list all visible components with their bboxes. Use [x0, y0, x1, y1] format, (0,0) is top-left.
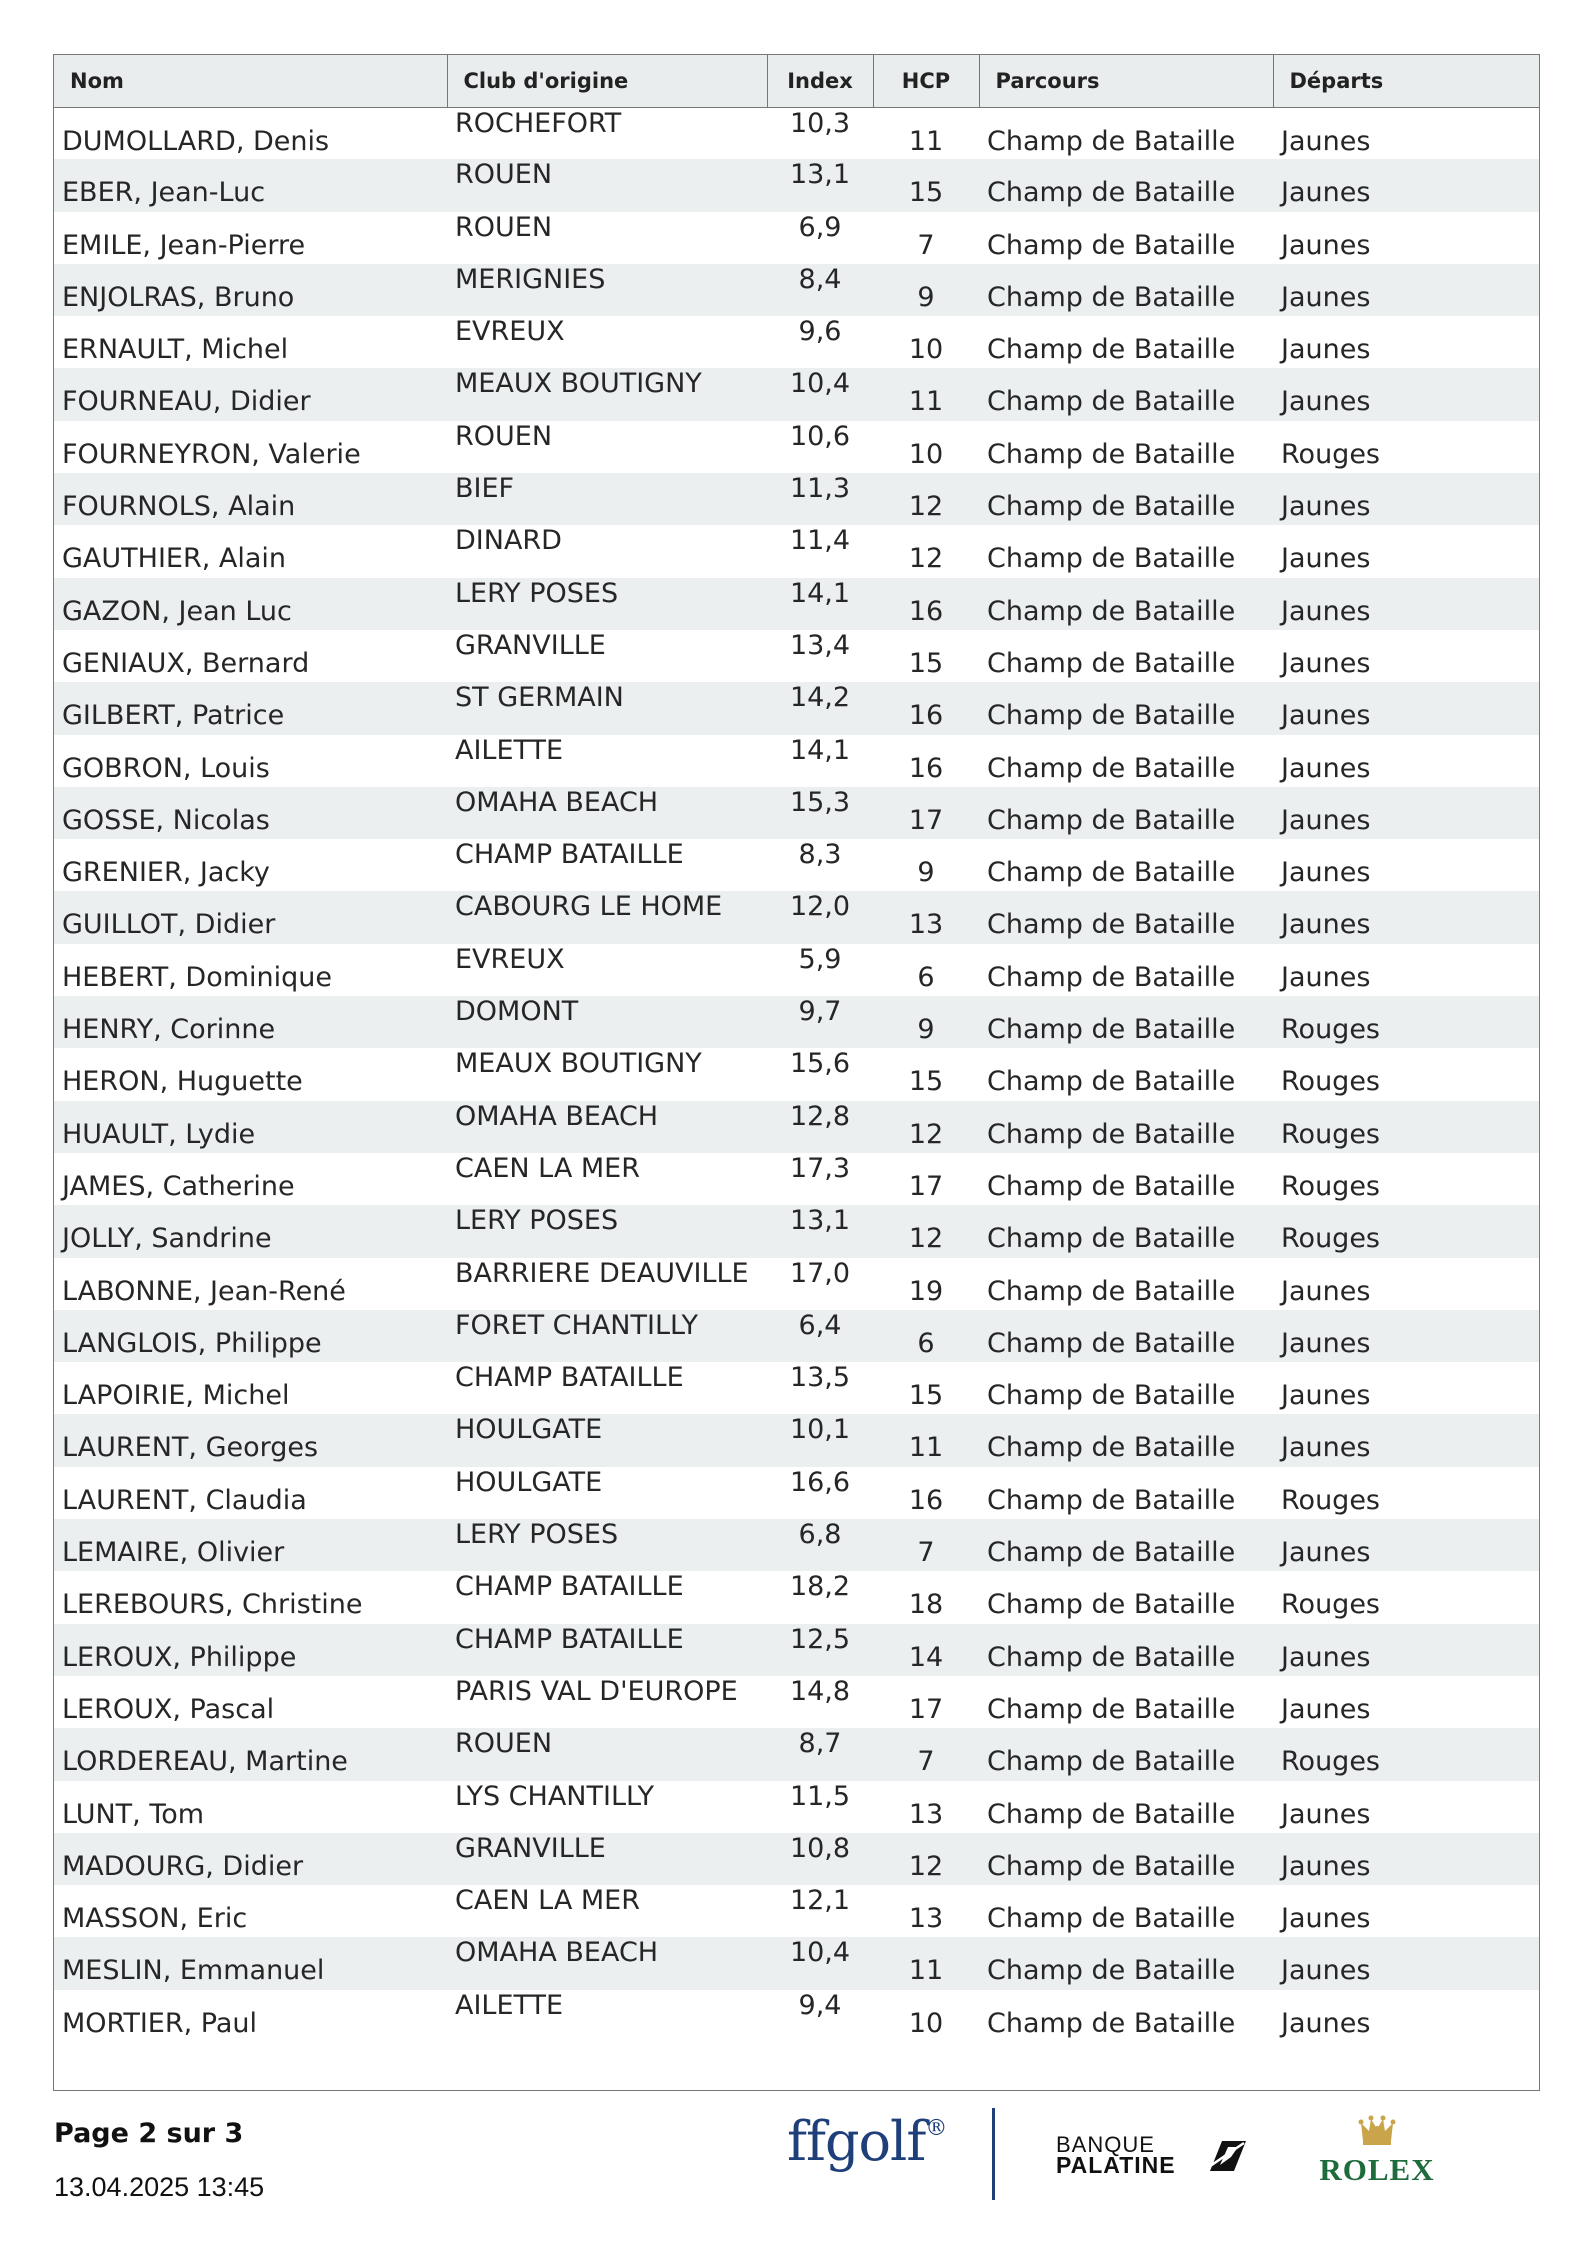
club-origin: OMAHA BEACH: [447, 1937, 767, 1989]
index-value: 10,3: [789, 107, 851, 139]
club-origin: ROCHEFORT: [455, 107, 622, 139]
departs-value: Rouges: [1273, 1205, 1539, 1257]
parcours-value: Champ de Bataille: [979, 682, 1273, 734]
club-origin: ROUEN: [455, 420, 553, 452]
player-name: GENIAUX, Bernard: [62, 647, 310, 679]
player-name: HEBERT, Dominique: [62, 961, 332, 993]
departs-value: Jaunes: [1273, 578, 1539, 630]
hcp-value: 14: [873, 1624, 979, 1676]
index-value: 16,6: [789, 1466, 851, 1498]
club-origin: CHAMP BATAILLE: [455, 1571, 684, 1603]
hcp-value: 15: [908, 647, 944, 679]
player-name: LEROUX, Pascal: [62, 1693, 275, 1725]
index-value: 6,4: [767, 1310, 873, 1362]
player-name: LEMAIRE, Olivier: [54, 1519, 447, 1571]
player-name: JOLLY, Sandrine: [54, 1205, 447, 1257]
table-row: [54, 1624, 1539, 1676]
player-name: LABONNE, Jean-René: [62, 1275, 346, 1307]
parcours-value: Champ de Bataille: [987, 438, 1236, 470]
player-name: EBER, Jean-Luc: [54, 159, 447, 211]
table-row: [54, 1937, 1539, 1989]
index-value: 12,0: [767, 891, 873, 943]
table-body: [54, 107, 1539, 2042]
club-origin: CAEN LA MER: [455, 1885, 640, 1917]
table-row: [54, 1990, 1539, 2042]
banque-palatine-logo: [1056, 2132, 1176, 2178]
player-name: MASSON, Eric: [62, 1903, 248, 1935]
departs-value: Jaunes: [1273, 1937, 1539, 1989]
departs-value: Jaunes: [1273, 1414, 1539, 1466]
player-name: HUAULT, Lydie: [54, 1101, 447, 1153]
table-row: [54, 1571, 1539, 1623]
hcp-value: 12: [873, 1833, 979, 1885]
parcours-value: Champ de Bataille: [987, 229, 1236, 261]
index-value: 10,8: [767, 1833, 873, 1885]
parcours-value: Champ de Bataille: [979, 264, 1273, 316]
departs-value: Rouges: [1273, 1728, 1539, 1780]
club-origin: CHAMP BATAILLE: [455, 1362, 684, 1394]
departs-value: Jaunes: [1281, 1380, 1371, 1412]
index-value: 13,1: [767, 1205, 873, 1257]
club-origin: CHAMP BATAILLE: [447, 1624, 767, 1676]
departs-value: Jaunes: [1273, 891, 1539, 943]
table-row: [54, 264, 1539, 316]
hcp-value: 9: [873, 264, 979, 316]
index-value: 14,1: [789, 734, 851, 766]
player-name: GOBRON, Louis: [62, 752, 270, 784]
club-origin: PARIS VAL D'EUROPE: [455, 1675, 738, 1707]
table-row: [54, 1519, 1539, 1571]
table-row: [54, 891, 1539, 943]
departs-value: Jaunes: [1281, 543, 1371, 575]
parcours-value: Champ de Bataille: [979, 1519, 1273, 1571]
parcours-value: Champ de Bataille: [979, 1414, 1273, 1466]
player-name: HENRY, Corinne: [54, 996, 447, 1048]
player-name: GRENIER, Jacky: [62, 857, 270, 889]
hcp-value: 13: [908, 1798, 944, 1830]
parcours-value: Champ de Bataille: [987, 1275, 1236, 1307]
hcp-value: 15: [908, 1380, 944, 1412]
parcours-value: Champ de Bataille: [979, 1833, 1273, 1885]
club-origin: CABOURG LE HOME: [447, 891, 767, 943]
departs-value: Jaunes: [1273, 1624, 1539, 1676]
parcours-value: Champ de Bataille: [979, 1205, 1273, 1257]
club-origin: GRANVILLE: [455, 629, 606, 661]
player-name: FOURNEYRON, Valerie: [62, 438, 361, 470]
player-name: LANGLOIS, Philippe: [54, 1310, 447, 1362]
palatine-emblem-icon: [1204, 2135, 1248, 2175]
parcours-value: Champ de Bataille: [987, 1484, 1236, 1516]
player-name: LAURENT, Claudia: [62, 1484, 307, 1516]
rolex-wordmark: ROLEX: [1319, 2152, 1435, 2187]
club-origin: ROUEN: [447, 159, 767, 211]
index-value: 18,2: [789, 1571, 851, 1603]
parcours-value: Champ de Bataille: [987, 1693, 1236, 1725]
hcp-value: 16: [908, 1484, 944, 1516]
player-name: FOURNOLS, Alain: [54, 473, 447, 525]
index-value: 5,9: [798, 943, 842, 975]
index-value: 15,3: [767, 787, 873, 839]
table-row: [54, 1728, 1539, 1780]
departs-value: Jaunes: [1281, 1693, 1371, 1725]
departs-value: Jaunes: [1273, 1519, 1539, 1571]
hcp-value: 11: [873, 368, 979, 420]
index-value: 10,4: [767, 368, 873, 420]
table-row: [54, 1310, 1539, 1362]
header-nom: Nom: [54, 55, 447, 107]
hcp-value: 13: [873, 891, 979, 943]
club-origin: GRANVILLE: [447, 1833, 767, 1885]
registered-mark: ®: [925, 2116, 947, 2141]
departs-value: Jaunes: [1281, 125, 1371, 157]
index-value: 11,3: [767, 473, 873, 525]
table-row: [54, 944, 1539, 996]
player-name: GUILLOT, Didier: [54, 891, 447, 943]
parcours-value: Champ de Bataille: [987, 543, 1236, 575]
header-index: Index: [767, 55, 873, 107]
club-origin: OMAHA BEACH: [447, 787, 767, 839]
parcours-value: Champ de Bataille: [987, 1798, 1236, 1830]
index-value: 11,4: [789, 525, 851, 557]
player-name: LEREBOURS, Christine: [62, 1589, 363, 1621]
club-origin: ROUEN: [447, 1728, 767, 1780]
hcp-value: 11: [873, 1414, 979, 1466]
table-row: [54, 107, 1539, 159]
player-name: EMILE, Jean-Pierre: [62, 229, 306, 261]
players-table: [54, 55, 1539, 2042]
departs-value: Jaunes: [1273, 473, 1539, 525]
club-origin: AILETTE: [455, 1989, 564, 2021]
table-row: [54, 735, 1539, 787]
player-name: GOSSE, Nicolas: [54, 787, 447, 839]
hcp-value: 12: [908, 543, 944, 575]
player-name: MADOURG, Didier: [54, 1833, 447, 1885]
player-name: ENJOLRAS, Bruno: [54, 264, 447, 316]
departs-value: Jaunes: [1273, 787, 1539, 839]
table-row: [54, 525, 1539, 577]
index-value: 17,3: [789, 1152, 851, 1184]
departs-value: Jaunes: [1273, 682, 1539, 734]
results-table-frame: [53, 54, 1540, 2091]
parcours-value: Champ de Bataille: [987, 334, 1236, 366]
header-parcours: Parcours: [979, 55, 1273, 107]
departs-value: Jaunes: [1281, 2007, 1371, 2039]
player-name: LAURENT, Georges: [54, 1414, 447, 1466]
parcours-value: Champ de Bataille: [979, 891, 1273, 943]
index-value: 9,6: [798, 316, 842, 348]
hcp-value: 6: [917, 961, 935, 993]
player-name: GILBERT, Patrice: [54, 682, 447, 734]
print-datetime: 13.04.2025 13:45: [54, 2172, 265, 2202]
page-number: Page 2 sur 3: [54, 2118, 244, 2149]
index-value: 10,6: [789, 420, 851, 452]
hcp-value: 9: [917, 857, 935, 889]
table-row: [54, 1205, 1539, 1257]
index-value: 14,2: [767, 682, 873, 734]
hcp-value: 16: [873, 578, 979, 630]
club-origin: LERY POSES: [447, 1205, 767, 1257]
departs-value: Rouges: [1281, 1170, 1380, 1202]
hcp-value: 10: [908, 438, 944, 470]
index-value: 10,4: [767, 1937, 873, 1989]
departs-value: Jaunes: [1273, 264, 1539, 316]
club-origin: LERY POSES: [447, 1519, 767, 1571]
rolex-crown-icon: [1357, 2115, 1397, 2147]
index-value: 8,7: [767, 1728, 873, 1780]
table-row: [54, 996, 1539, 1048]
departs-value: Jaunes: [1281, 752, 1371, 784]
player-name: ERNAULT, Michel: [62, 334, 289, 366]
departs-value: Jaunes: [1281, 1275, 1371, 1307]
header-club: Club d'origine: [447, 55, 767, 107]
table-row: [54, 682, 1539, 734]
player-name: GAZON, Jean Luc: [54, 578, 447, 630]
club-origin: LYS CHANTILLY: [455, 1780, 654, 1812]
index-value: 8,4: [767, 264, 873, 316]
club-origin: MEAUX BOUTIGNY: [455, 1048, 702, 1080]
hcp-value: 10: [908, 2007, 944, 2039]
departs-value: Jaunes: [1281, 1903, 1371, 1935]
index-value: 10,1: [767, 1414, 873, 1466]
index-value: 13,4: [789, 629, 851, 661]
parcours-value: Champ de Bataille: [979, 578, 1273, 630]
player-name: JAMES, Catherine: [62, 1170, 295, 1202]
parcours-value: Champ de Bataille: [987, 857, 1236, 889]
parcours-value: Champ de Bataille: [987, 1380, 1236, 1412]
departs-value: Jaunes: [1281, 1798, 1371, 1830]
hcp-value: 12: [873, 473, 979, 525]
index-value: 12,8: [767, 1101, 873, 1153]
hcp-value: 7: [873, 1519, 979, 1571]
parcours-value: Champ de Bataille: [979, 1101, 1273, 1153]
index-value: 11,5: [789, 1780, 851, 1812]
index-value: 6,9: [798, 211, 842, 243]
index-value: 15,6: [789, 1048, 851, 1080]
parcours-value: Champ de Bataille: [987, 2007, 1236, 2039]
departs-value: Rouges: [1281, 1066, 1380, 1098]
table-row: [54, 212, 1539, 264]
departs-value: Jaunes: [1281, 961, 1371, 993]
hcp-value: 18: [908, 1589, 944, 1621]
table-row: [54, 1833, 1539, 1885]
parcours-value: Champ de Bataille: [987, 125, 1236, 157]
departs-value: Rouges: [1273, 996, 1539, 1048]
parcours-value: Champ de Bataille: [987, 647, 1236, 679]
header-hcp: HCP: [873, 55, 979, 107]
club-origin: EVREUX: [455, 316, 565, 348]
departs-value: Rouges: [1273, 1101, 1539, 1153]
table-row: [54, 473, 1539, 525]
hcp-value: 15: [873, 159, 979, 211]
parcours-value: Champ de Bataille: [979, 368, 1273, 420]
player-name: FOURNEAU, Didier: [54, 368, 447, 420]
player-name: DUMOLLARD, Denis: [62, 125, 330, 157]
club-origin: MERIGNIES: [447, 264, 767, 316]
index-value: 12,5: [767, 1624, 873, 1676]
parcours-value: Champ de Bataille: [979, 473, 1273, 525]
index-value: 14,1: [767, 578, 873, 630]
club-origin: BARRIERE DEAUVILLE: [455, 1257, 749, 1289]
player-name: GAUTHIER, Alain: [62, 543, 287, 575]
table-row: [54, 630, 1539, 682]
table-row: [54, 1467, 1539, 1519]
table-row: [54, 1885, 1539, 1937]
table-row: [54, 159, 1539, 211]
index-value: 12,1: [789, 1885, 851, 1917]
hcp-value: 17: [873, 787, 979, 839]
table-row: [54, 1676, 1539, 1728]
hcp-value: 12: [873, 1205, 979, 1257]
club-origin: LERY POSES: [447, 578, 767, 630]
player-name: LEROUX, Philippe: [54, 1624, 447, 1676]
hcp-value: 15: [908, 1066, 944, 1098]
club-origin: HOULGATE: [455, 1466, 603, 1498]
player-name: HERON, Huguette: [62, 1066, 303, 1098]
departs-value: Jaunes: [1273, 159, 1539, 211]
departs-value: Rouges: [1281, 438, 1380, 470]
parcours-value: Champ de Bataille: [979, 1624, 1273, 1676]
index-value: 6,8: [767, 1519, 873, 1571]
club-origin: DOMONT: [447, 996, 767, 1048]
hcp-value: 9: [873, 996, 979, 1048]
hcp-value: 6: [873, 1310, 979, 1362]
parcours-value: Champ de Bataille: [979, 1937, 1273, 1989]
parcours-value: Champ de Bataille: [979, 1728, 1273, 1780]
hcp-value: 11: [908, 125, 944, 157]
index-value: 9,4: [798, 1989, 842, 2021]
parcours-value: Champ de Bataille: [987, 1066, 1236, 1098]
table-row: [54, 1362, 1539, 1414]
player-name: MESLIN, Emmanuel: [54, 1937, 447, 1989]
departs-value: Jaunes: [1273, 1310, 1539, 1362]
table-row: [54, 1781, 1539, 1833]
player-name: MORTIER, Paul: [62, 2007, 258, 2039]
hcp-value: 17: [908, 1693, 944, 1725]
departs-value: Jaunes: [1281, 647, 1371, 679]
hcp-value: 16: [873, 682, 979, 734]
hcp-value: 10: [908, 334, 944, 366]
hcp-value: 19: [908, 1275, 944, 1307]
table-row: [54, 1048, 1539, 1100]
table-row: [54, 1414, 1539, 1466]
club-origin: OMAHA BEACH: [447, 1101, 767, 1153]
club-origin: HOULGATE: [447, 1414, 767, 1466]
parcours-value: Champ de Bataille: [979, 787, 1273, 839]
player-name: LUNT, Tom: [62, 1798, 205, 1830]
hcp-value: 13: [908, 1903, 944, 1935]
departs-value: Jaunes: [1281, 229, 1371, 261]
table-row: [54, 316, 1539, 368]
parcours-value: Champ de Bataille: [987, 1903, 1236, 1935]
club-origin: EVREUX: [455, 943, 565, 975]
parcours-value: Champ de Bataille: [979, 159, 1273, 211]
hcp-value: 7: [917, 229, 935, 261]
departs-value: Jaunes: [1273, 368, 1539, 420]
club-origin: MEAUX BOUTIGNY: [447, 368, 767, 420]
hcp-value: 17: [908, 1170, 944, 1202]
table-row: [54, 1258, 1539, 1310]
parcours-value: Champ de Bataille: [979, 1310, 1273, 1362]
logo-divider: [992, 2108, 995, 2200]
departs-value: Jaunes: [1281, 334, 1371, 366]
table-row: [54, 368, 1539, 420]
index-value: 17,0: [789, 1257, 851, 1289]
club-origin: CHAMP BATAILLE: [455, 839, 684, 871]
table-row: [54, 839, 1539, 891]
club-origin: BIEF: [447, 473, 767, 525]
club-origin: DINARD: [455, 525, 562, 557]
club-origin: CAEN LA MER: [455, 1152, 640, 1184]
banque-wordmark: BANQUE: [1056, 2132, 1155, 2157]
departs-value: Rouges: [1281, 1484, 1380, 1516]
club-origin: ST GERMAIN: [447, 682, 767, 734]
parcours-value: Champ de Bataille: [979, 996, 1273, 1048]
header-departs: Départs: [1273, 55, 1539, 107]
index-value: 9,7: [767, 996, 873, 1048]
player-name: LORDEREAU, Martine: [54, 1728, 447, 1780]
ffgolf-logo: [787, 2110, 946, 2173]
departs-value: Rouges: [1281, 1589, 1380, 1621]
club-origin: AILETTE: [455, 734, 564, 766]
rolex-logo: [1316, 2115, 1438, 2188]
club-origin: ROUEN: [455, 211, 553, 243]
hcp-value: 7: [873, 1728, 979, 1780]
parcours-value: Champ de Bataille: [987, 752, 1236, 784]
departs-value: Jaunes: [1281, 857, 1371, 889]
index-value: 8,3: [798, 839, 842, 871]
hcp-value: 11: [873, 1937, 979, 1989]
index-value: 14,8: [789, 1675, 851, 1707]
ffgolf-wordmark: ffgolf: [787, 2110, 926, 2173]
index-value: 13,1: [767, 159, 873, 211]
palatine-wordmark: PALATINE: [1056, 2152, 1176, 2178]
parcours-value: Champ de Bataille: [987, 1589, 1236, 1621]
parcours-value: Champ de Bataille: [987, 961, 1236, 993]
index-value: 13,5: [789, 1362, 851, 1394]
table-row: [54, 1101, 1539, 1153]
table-header-row: [54, 55, 1539, 107]
table-row: [54, 787, 1539, 839]
table-row: [54, 578, 1539, 630]
club-origin: FORET CHANTILLY: [447, 1310, 767, 1362]
parcours-value: Champ de Bataille: [987, 1170, 1236, 1202]
table-row: [54, 1153, 1539, 1205]
table-row: [54, 421, 1539, 473]
player-name: LAPOIRIE, Michel: [62, 1380, 290, 1412]
hcp-value: 16: [908, 752, 944, 784]
hcp-value: 12: [873, 1101, 979, 1153]
departs-value: Jaunes: [1273, 1833, 1539, 1885]
